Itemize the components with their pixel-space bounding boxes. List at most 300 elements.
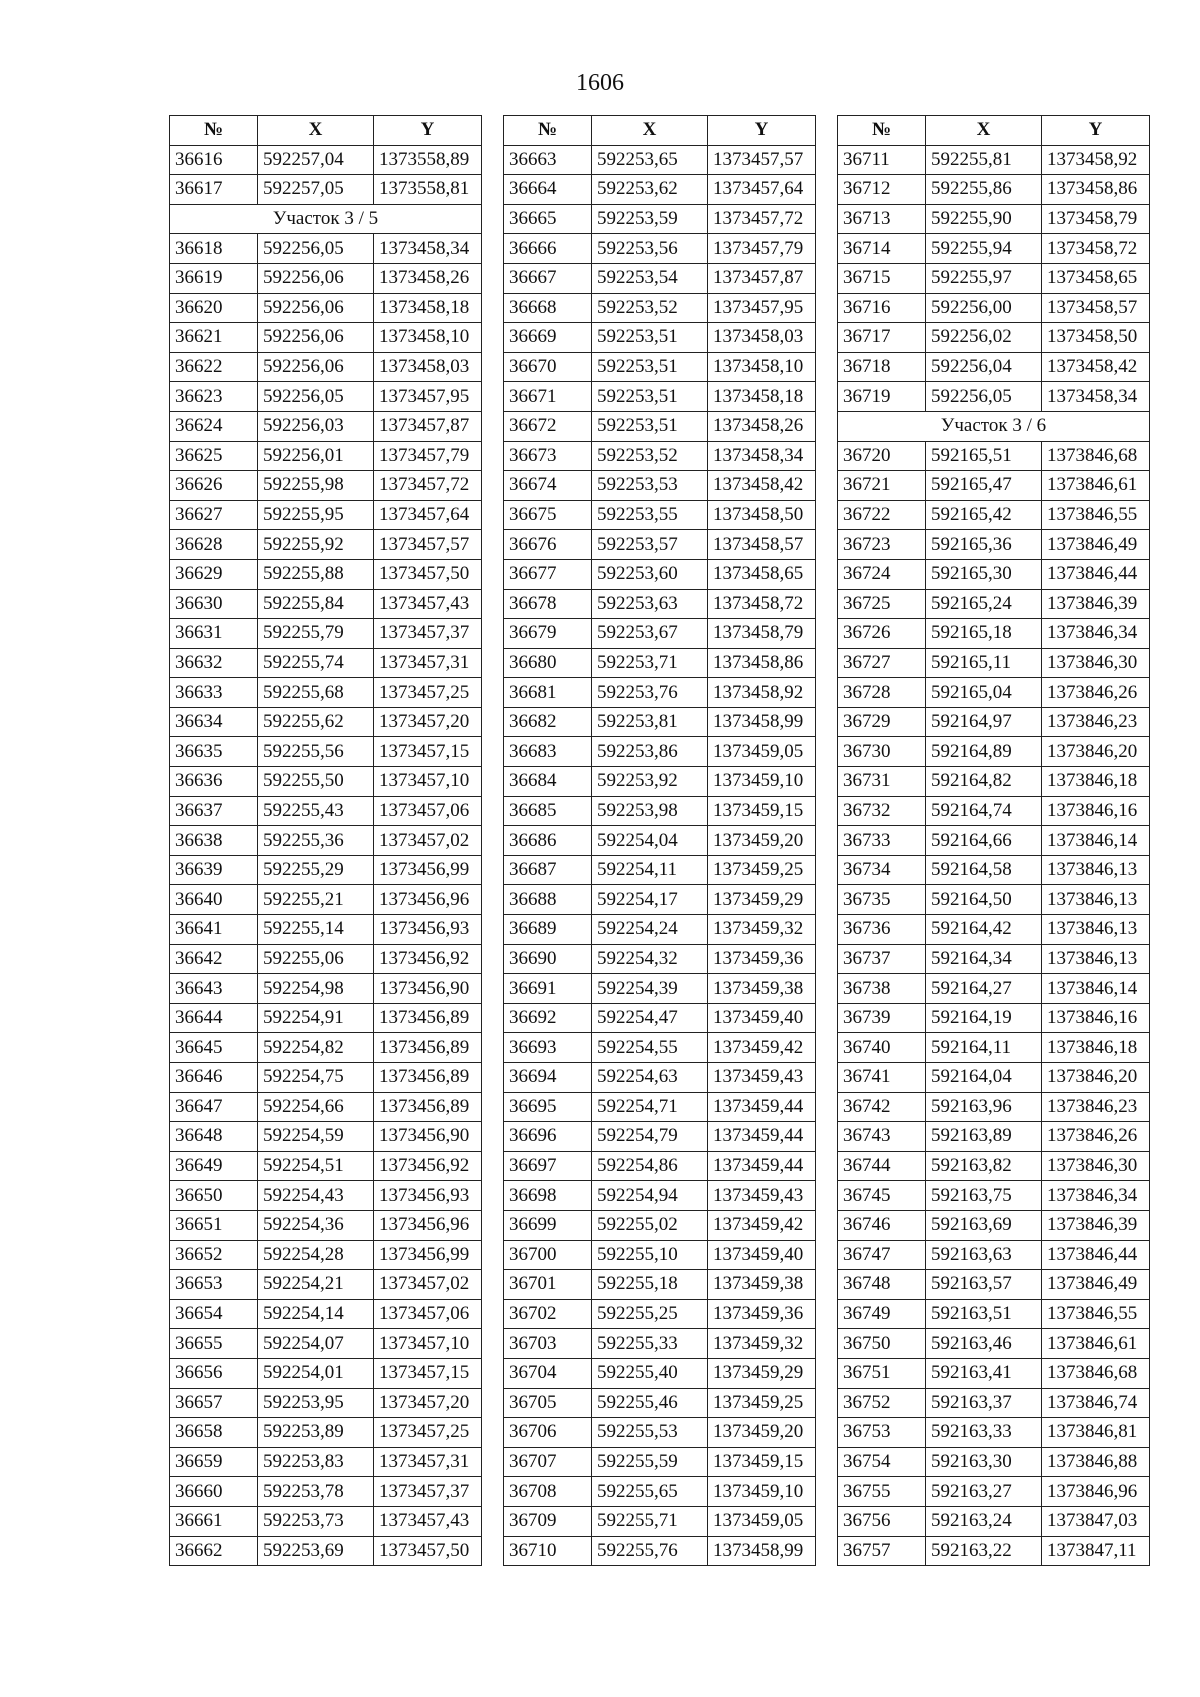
point-number-cell: 36663 xyxy=(504,145,592,175)
y-coordinate-cell: 1373456,89 xyxy=(374,1033,482,1063)
y-coordinate-cell: 1373458,50 xyxy=(708,500,816,530)
x-coordinate-cell: 592255,79 xyxy=(258,619,374,649)
y-coordinate-cell: 1373459,15 xyxy=(708,796,816,826)
point-number-cell: 36627 xyxy=(170,500,258,530)
table-row xyxy=(838,619,1150,649)
x-coordinate-cell: 592256,06 xyxy=(258,293,374,323)
x-coordinate-cell: 592254,75 xyxy=(258,1063,374,1093)
table-row xyxy=(838,1181,1150,1211)
x-coordinate-cell: 592254,71 xyxy=(592,1092,708,1122)
x-coordinate-cell: 592255,90 xyxy=(926,204,1042,234)
table-row xyxy=(504,678,816,708)
x-coordinate-cell: 592255,53 xyxy=(592,1418,708,1448)
table-row xyxy=(838,175,1150,205)
table-row xyxy=(838,1358,1150,1388)
point-number-cell: 36698 xyxy=(504,1181,592,1211)
y-coordinate-cell: 1373457,50 xyxy=(374,559,482,589)
point-number-cell: 36631 xyxy=(170,619,258,649)
point-number-cell: 36673 xyxy=(504,441,592,471)
x-coordinate-cell: 592253,51 xyxy=(592,323,708,353)
y-coordinate-cell: 1373457,10 xyxy=(374,767,482,797)
x-coordinate-cell: 592254,59 xyxy=(258,1122,374,1152)
table-row xyxy=(170,1151,482,1181)
y-coordinate-cell: 1373457,57 xyxy=(708,145,816,175)
x-coordinate-cell: 592163,22 xyxy=(926,1536,1042,1566)
point-number-cell: 36696 xyxy=(504,1122,592,1152)
point-number-cell: 36681 xyxy=(504,678,592,708)
y-coordinate-cell: 1373846,13 xyxy=(1042,944,1150,974)
point-number-cell: 36667 xyxy=(504,263,592,293)
y-coordinate-cell: 1373846,39 xyxy=(1042,1210,1150,1240)
table-row xyxy=(838,1388,1150,1418)
y-coordinate-cell: 1373457,43 xyxy=(374,589,482,619)
point-number-cell: 36634 xyxy=(170,707,258,737)
point-number-cell: 36653 xyxy=(170,1270,258,1300)
table-row xyxy=(504,1240,816,1270)
y-coordinate-cell: 1373457,64 xyxy=(708,175,816,205)
y-coordinate-cell: 1373846,44 xyxy=(1042,1240,1150,1270)
y-coordinate-cell: 1373458,26 xyxy=(374,263,482,293)
header-number: № xyxy=(170,116,258,146)
point-number-cell: 36700 xyxy=(504,1240,592,1270)
table-row xyxy=(504,263,816,293)
point-number-cell: 36641 xyxy=(170,915,258,945)
table-row xyxy=(170,707,482,737)
section-label: Участок 3 / 5 xyxy=(170,204,482,234)
x-coordinate-cell: 592253,65 xyxy=(592,145,708,175)
point-number-cell: 36646 xyxy=(170,1063,258,1093)
point-number-cell: 36648 xyxy=(170,1122,258,1152)
table-row xyxy=(504,885,816,915)
y-coordinate-cell: 1373847,03 xyxy=(1042,1506,1150,1536)
y-coordinate-cell: 1373846,74 xyxy=(1042,1388,1150,1418)
y-coordinate-cell: 1373456,92 xyxy=(374,944,482,974)
table-row xyxy=(838,796,1150,826)
table-row xyxy=(504,1388,816,1418)
point-number-cell: 36660 xyxy=(170,1477,258,1507)
y-coordinate-cell: 1373846,20 xyxy=(1042,1063,1150,1093)
table-row xyxy=(838,559,1150,589)
x-coordinate-cell: 592163,41 xyxy=(926,1358,1042,1388)
point-number-cell: 36640 xyxy=(170,885,258,915)
table-row xyxy=(504,530,816,560)
x-coordinate-cell: 592254,43 xyxy=(258,1181,374,1211)
x-coordinate-cell: 592255,59 xyxy=(592,1447,708,1477)
header-number: № xyxy=(504,116,592,146)
y-coordinate-cell: 1373458,26 xyxy=(708,411,816,441)
point-number-cell: 36706 xyxy=(504,1418,592,1448)
y-coordinate-cell: 1373458,34 xyxy=(1042,382,1150,412)
table-row xyxy=(170,411,482,441)
table-row xyxy=(504,826,816,856)
table-row xyxy=(838,1270,1150,1300)
y-coordinate-cell: 1373456,89 xyxy=(374,1092,482,1122)
point-number-cell: 36655 xyxy=(170,1329,258,1359)
y-coordinate-cell: 1373459,44 xyxy=(708,1092,816,1122)
point-number-cell: 36657 xyxy=(170,1388,258,1418)
table-row xyxy=(170,1358,482,1388)
table-row xyxy=(504,737,816,767)
y-coordinate-cell: 1373846,55 xyxy=(1042,500,1150,530)
point-number-cell: 36691 xyxy=(504,974,592,1004)
table-row xyxy=(504,500,816,530)
table-row xyxy=(504,145,816,175)
x-coordinate-cell: 592164,97 xyxy=(926,707,1042,737)
point-number-cell: 36674 xyxy=(504,471,592,501)
x-coordinate-cell: 592255,33 xyxy=(592,1329,708,1359)
point-number-cell: 36637 xyxy=(170,796,258,826)
y-coordinate-cell: 1373457,06 xyxy=(374,1299,482,1329)
point-number-cell: 36635 xyxy=(170,737,258,767)
y-coordinate-cell: 1373459,29 xyxy=(708,885,816,915)
x-coordinate-cell: 592253,56 xyxy=(592,234,708,264)
x-coordinate-cell: 592165,51 xyxy=(926,441,1042,471)
y-coordinate-cell: 1373458,92 xyxy=(708,678,816,708)
table-row xyxy=(170,263,482,293)
table-row xyxy=(504,974,816,1004)
coordinates-table-1 xyxy=(169,115,482,1566)
x-coordinate-cell: 592253,51 xyxy=(592,382,708,412)
table-row xyxy=(170,855,482,885)
table-row xyxy=(838,293,1150,323)
point-number-cell: 36659 xyxy=(170,1447,258,1477)
y-coordinate-cell: 1373846,16 xyxy=(1042,796,1150,826)
table-row xyxy=(170,826,482,856)
y-coordinate-cell: 1373459,20 xyxy=(708,826,816,856)
x-coordinate-cell: 592255,88 xyxy=(258,559,374,589)
table-row xyxy=(838,885,1150,915)
y-coordinate-cell: 1373457,37 xyxy=(374,619,482,649)
table-row xyxy=(170,1181,482,1211)
x-coordinate-cell: 592253,54 xyxy=(592,263,708,293)
table-row xyxy=(170,352,482,382)
y-coordinate-cell: 1373457,15 xyxy=(374,737,482,767)
table-row xyxy=(170,323,482,353)
y-coordinate-cell: 1373459,32 xyxy=(708,915,816,945)
y-coordinate-cell: 1373457,87 xyxy=(708,263,816,293)
point-number-cell: 36718 xyxy=(838,352,926,382)
table-row xyxy=(838,1151,1150,1181)
point-number-cell: 36675 xyxy=(504,500,592,530)
section-row xyxy=(838,411,1150,441)
point-number-cell: 36734 xyxy=(838,855,926,885)
y-coordinate-cell: 1373458,72 xyxy=(1042,234,1150,264)
table-row xyxy=(504,1299,816,1329)
x-coordinate-cell: 592254,51 xyxy=(258,1151,374,1181)
x-coordinate-cell: 592255,97 xyxy=(926,263,1042,293)
table-row xyxy=(838,944,1150,974)
table-row xyxy=(838,204,1150,234)
x-coordinate-cell: 592256,05 xyxy=(926,382,1042,412)
x-coordinate-cell: 592164,19 xyxy=(926,1003,1042,1033)
x-coordinate-cell: 592255,25 xyxy=(592,1299,708,1329)
table-row xyxy=(504,323,816,353)
header-number: № xyxy=(838,116,926,146)
y-coordinate-cell: 1373456,92 xyxy=(374,1151,482,1181)
table-row xyxy=(170,619,482,649)
table-row xyxy=(504,915,816,945)
table-row xyxy=(838,1033,1150,1063)
table-row xyxy=(504,293,816,323)
point-number-cell: 36650 xyxy=(170,1181,258,1211)
table-row xyxy=(170,915,482,945)
table-row xyxy=(838,323,1150,353)
point-number-cell: 36720 xyxy=(838,441,926,471)
y-coordinate-cell: 1373846,34 xyxy=(1042,619,1150,649)
point-number-cell: 36638 xyxy=(170,826,258,856)
y-coordinate-cell: 1373457,31 xyxy=(374,648,482,678)
point-number-cell: 36679 xyxy=(504,619,592,649)
x-coordinate-cell: 592254,04 xyxy=(592,826,708,856)
x-coordinate-cell: 592253,67 xyxy=(592,619,708,649)
table-row xyxy=(838,1477,1150,1507)
x-coordinate-cell: 592165,04 xyxy=(926,678,1042,708)
y-coordinate-cell: 1373458,65 xyxy=(1042,263,1150,293)
y-coordinate-cell: 1373458,34 xyxy=(708,441,816,471)
table-row xyxy=(170,1447,482,1477)
table-row xyxy=(504,1063,816,1093)
point-number-cell: 36658 xyxy=(170,1418,258,1448)
y-coordinate-cell: 1373457,87 xyxy=(374,411,482,441)
y-coordinate-cell: 1373846,39 xyxy=(1042,589,1150,619)
y-coordinate-cell: 1373459,42 xyxy=(708,1033,816,1063)
table-row xyxy=(170,648,482,678)
y-coordinate-cell: 1373459,29 xyxy=(708,1358,816,1388)
y-coordinate-cell: 1373458,79 xyxy=(1042,204,1150,234)
point-number-cell: 36683 xyxy=(504,737,592,767)
table-row xyxy=(504,1033,816,1063)
x-coordinate-cell: 592257,05 xyxy=(258,175,374,205)
y-coordinate-cell: 1373457,57 xyxy=(374,530,482,560)
table-row xyxy=(170,1536,482,1566)
point-number-cell: 36692 xyxy=(504,1003,592,1033)
x-coordinate-cell: 592255,14 xyxy=(258,915,374,945)
point-number-cell: 36618 xyxy=(170,234,258,264)
table-row xyxy=(170,1063,482,1093)
table-row xyxy=(504,944,816,974)
point-number-cell: 36711 xyxy=(838,145,926,175)
y-coordinate-cell: 1373459,36 xyxy=(708,944,816,974)
table-row xyxy=(170,1388,482,1418)
table-row xyxy=(170,1003,482,1033)
table-row xyxy=(838,1003,1150,1033)
x-coordinate-cell: 592163,89 xyxy=(926,1122,1042,1152)
table-row xyxy=(170,530,482,560)
table-row xyxy=(170,234,482,264)
table-row xyxy=(504,382,816,412)
x-coordinate-cell: 592164,04 xyxy=(926,1063,1042,1093)
y-coordinate-cell: 1373458,99 xyxy=(708,1536,816,1566)
point-number-cell: 36708 xyxy=(504,1477,592,1507)
point-number-cell: 36703 xyxy=(504,1329,592,1359)
x-coordinate-cell: 592253,59 xyxy=(592,204,708,234)
table-row xyxy=(838,826,1150,856)
y-coordinate-cell: 1373458,34 xyxy=(374,234,482,264)
table-row xyxy=(504,1092,816,1122)
table-row xyxy=(504,1447,816,1477)
y-coordinate-cell: 1373457,64 xyxy=(374,500,482,530)
y-coordinate-cell: 1373459,15 xyxy=(708,1447,816,1477)
y-coordinate-cell: 1373457,50 xyxy=(374,1536,482,1566)
point-number-cell: 36745 xyxy=(838,1181,926,1211)
point-number-cell: 36705 xyxy=(504,1388,592,1418)
header-x: X xyxy=(592,116,708,146)
y-coordinate-cell: 1373459,05 xyxy=(708,737,816,767)
table-row xyxy=(838,1240,1150,1270)
x-coordinate-cell: 592253,78 xyxy=(258,1477,374,1507)
table-row xyxy=(170,559,482,589)
table-row xyxy=(504,707,816,737)
x-coordinate-cell: 592253,52 xyxy=(592,441,708,471)
y-coordinate-cell: 1373457,15 xyxy=(374,1358,482,1388)
x-coordinate-cell: 592254,47 xyxy=(592,1003,708,1033)
x-coordinate-cell: 592255,40 xyxy=(592,1358,708,1388)
x-coordinate-cell: 592254,17 xyxy=(592,885,708,915)
y-coordinate-cell: 1373459,38 xyxy=(708,1270,816,1300)
x-coordinate-cell: 592163,96 xyxy=(926,1092,1042,1122)
y-coordinate-cell: 1373457,25 xyxy=(374,678,482,708)
y-coordinate-cell: 1373457,95 xyxy=(374,382,482,412)
y-coordinate-cell: 1373846,13 xyxy=(1042,915,1150,945)
point-number-cell: 36749 xyxy=(838,1299,926,1329)
x-coordinate-cell: 592253,51 xyxy=(592,411,708,441)
x-coordinate-cell: 592163,51 xyxy=(926,1299,1042,1329)
table-row xyxy=(504,234,816,264)
x-coordinate-cell: 592255,92 xyxy=(258,530,374,560)
point-number-cell: 36699 xyxy=(504,1210,592,1240)
table-row xyxy=(170,145,482,175)
x-coordinate-cell: 592255,86 xyxy=(926,175,1042,205)
y-coordinate-cell: 1373458,10 xyxy=(374,323,482,353)
x-coordinate-cell: 592164,27 xyxy=(926,974,1042,1004)
table-row xyxy=(838,589,1150,619)
point-number-cell: 36666 xyxy=(504,234,592,264)
table-row xyxy=(838,263,1150,293)
point-number-cell: 36676 xyxy=(504,530,592,560)
y-coordinate-cell: 1373846,49 xyxy=(1042,530,1150,560)
point-number-cell: 36736 xyxy=(838,915,926,945)
x-coordinate-cell: 592253,81 xyxy=(592,707,708,737)
y-coordinate-cell: 1373846,13 xyxy=(1042,855,1150,885)
x-coordinate-cell: 592165,42 xyxy=(926,500,1042,530)
table-row xyxy=(170,293,482,323)
x-coordinate-cell: 592255,43 xyxy=(258,796,374,826)
y-coordinate-cell: 1373846,18 xyxy=(1042,1033,1150,1063)
table-row xyxy=(170,589,482,619)
point-number-cell: 36710 xyxy=(504,1536,592,1566)
point-number-cell: 36639 xyxy=(170,855,258,885)
y-coordinate-cell: 1373456,99 xyxy=(374,855,482,885)
x-coordinate-cell: 592253,51 xyxy=(592,352,708,382)
point-number-cell: 36682 xyxy=(504,707,592,737)
point-number-cell: 36661 xyxy=(170,1506,258,1536)
y-coordinate-cell: 1373457,37 xyxy=(374,1477,482,1507)
x-coordinate-cell: 592254,36 xyxy=(258,1210,374,1240)
y-coordinate-cell: 1373846,23 xyxy=(1042,1092,1150,1122)
table-row xyxy=(170,175,482,205)
point-number-cell: 36693 xyxy=(504,1033,592,1063)
coordinates-table-3 xyxy=(837,115,1150,1566)
x-coordinate-cell: 592253,92 xyxy=(592,767,708,797)
point-number-cell: 36621 xyxy=(170,323,258,353)
point-number-cell: 36724 xyxy=(838,559,926,589)
point-number-cell: 36669 xyxy=(504,323,592,353)
x-coordinate-cell: 592255,21 xyxy=(258,885,374,915)
x-coordinate-cell: 592256,02 xyxy=(926,323,1042,353)
table-row xyxy=(170,737,482,767)
point-number-cell: 36755 xyxy=(838,1477,926,1507)
y-coordinate-cell: 1373846,14 xyxy=(1042,974,1150,1004)
point-number-cell: 36746 xyxy=(838,1210,926,1240)
y-coordinate-cell: 1373846,68 xyxy=(1042,441,1150,471)
y-coordinate-cell: 1373456,96 xyxy=(374,885,482,915)
y-coordinate-cell: 1373456,90 xyxy=(374,974,482,1004)
x-coordinate-cell: 592253,89 xyxy=(258,1418,374,1448)
x-coordinate-cell: 592254,98 xyxy=(258,974,374,1004)
point-number-cell: 36741 xyxy=(838,1063,926,1093)
x-coordinate-cell: 592255,68 xyxy=(258,678,374,708)
x-coordinate-cell: 592255,98 xyxy=(258,471,374,501)
x-coordinate-cell: 592254,07 xyxy=(258,1329,374,1359)
table-row xyxy=(170,1122,482,1152)
x-coordinate-cell: 592255,46 xyxy=(592,1388,708,1418)
table-row xyxy=(504,619,816,649)
point-number-cell: 36617 xyxy=(170,175,258,205)
x-coordinate-cell: 592254,21 xyxy=(258,1270,374,1300)
table-row xyxy=(838,500,1150,530)
x-coordinate-cell: 592164,66 xyxy=(926,826,1042,856)
table-row xyxy=(504,352,816,382)
x-coordinate-cell: 592254,28 xyxy=(258,1240,374,1270)
x-coordinate-cell: 592255,84 xyxy=(258,589,374,619)
point-number-cell: 36730 xyxy=(838,737,926,767)
point-number-cell: 36750 xyxy=(838,1329,926,1359)
table-row xyxy=(504,175,816,205)
point-number-cell: 36743 xyxy=(838,1122,926,1152)
x-coordinate-cell: 592253,98 xyxy=(592,796,708,826)
point-number-cell: 36668 xyxy=(504,293,592,323)
x-coordinate-cell: 592254,01 xyxy=(258,1358,374,1388)
x-coordinate-cell: 592163,57 xyxy=(926,1270,1042,1300)
point-number-cell: 36748 xyxy=(838,1270,926,1300)
table-row xyxy=(170,382,482,412)
y-coordinate-cell: 1373458,79 xyxy=(708,619,816,649)
y-coordinate-cell: 1373457,72 xyxy=(708,204,816,234)
x-coordinate-cell: 592256,05 xyxy=(258,234,374,264)
y-coordinate-cell: 1373846,61 xyxy=(1042,471,1150,501)
x-coordinate-cell: 592256,04 xyxy=(926,352,1042,382)
x-coordinate-cell: 592256,00 xyxy=(926,293,1042,323)
y-coordinate-cell: 1373846,55 xyxy=(1042,1299,1150,1329)
point-number-cell: 36688 xyxy=(504,885,592,915)
table-row xyxy=(504,1181,816,1211)
point-number-cell: 36740 xyxy=(838,1033,926,1063)
x-coordinate-cell: 592254,55 xyxy=(592,1033,708,1063)
point-number-cell: 36672 xyxy=(504,411,592,441)
y-coordinate-cell: 1373458,92 xyxy=(1042,145,1150,175)
x-coordinate-cell: 592163,30 xyxy=(926,1447,1042,1477)
header-y: Y xyxy=(1042,116,1150,146)
y-coordinate-cell: 1373846,34 xyxy=(1042,1181,1150,1211)
x-coordinate-cell: 592163,46 xyxy=(926,1329,1042,1359)
x-coordinate-cell: 592254,94 xyxy=(592,1181,708,1211)
x-coordinate-cell: 592254,79 xyxy=(592,1122,708,1152)
x-coordinate-cell: 592253,73 xyxy=(258,1506,374,1536)
table-row xyxy=(170,1506,482,1536)
table-row xyxy=(838,471,1150,501)
y-coordinate-cell: 1373457,25 xyxy=(374,1418,482,1448)
point-number-cell: 36715 xyxy=(838,263,926,293)
